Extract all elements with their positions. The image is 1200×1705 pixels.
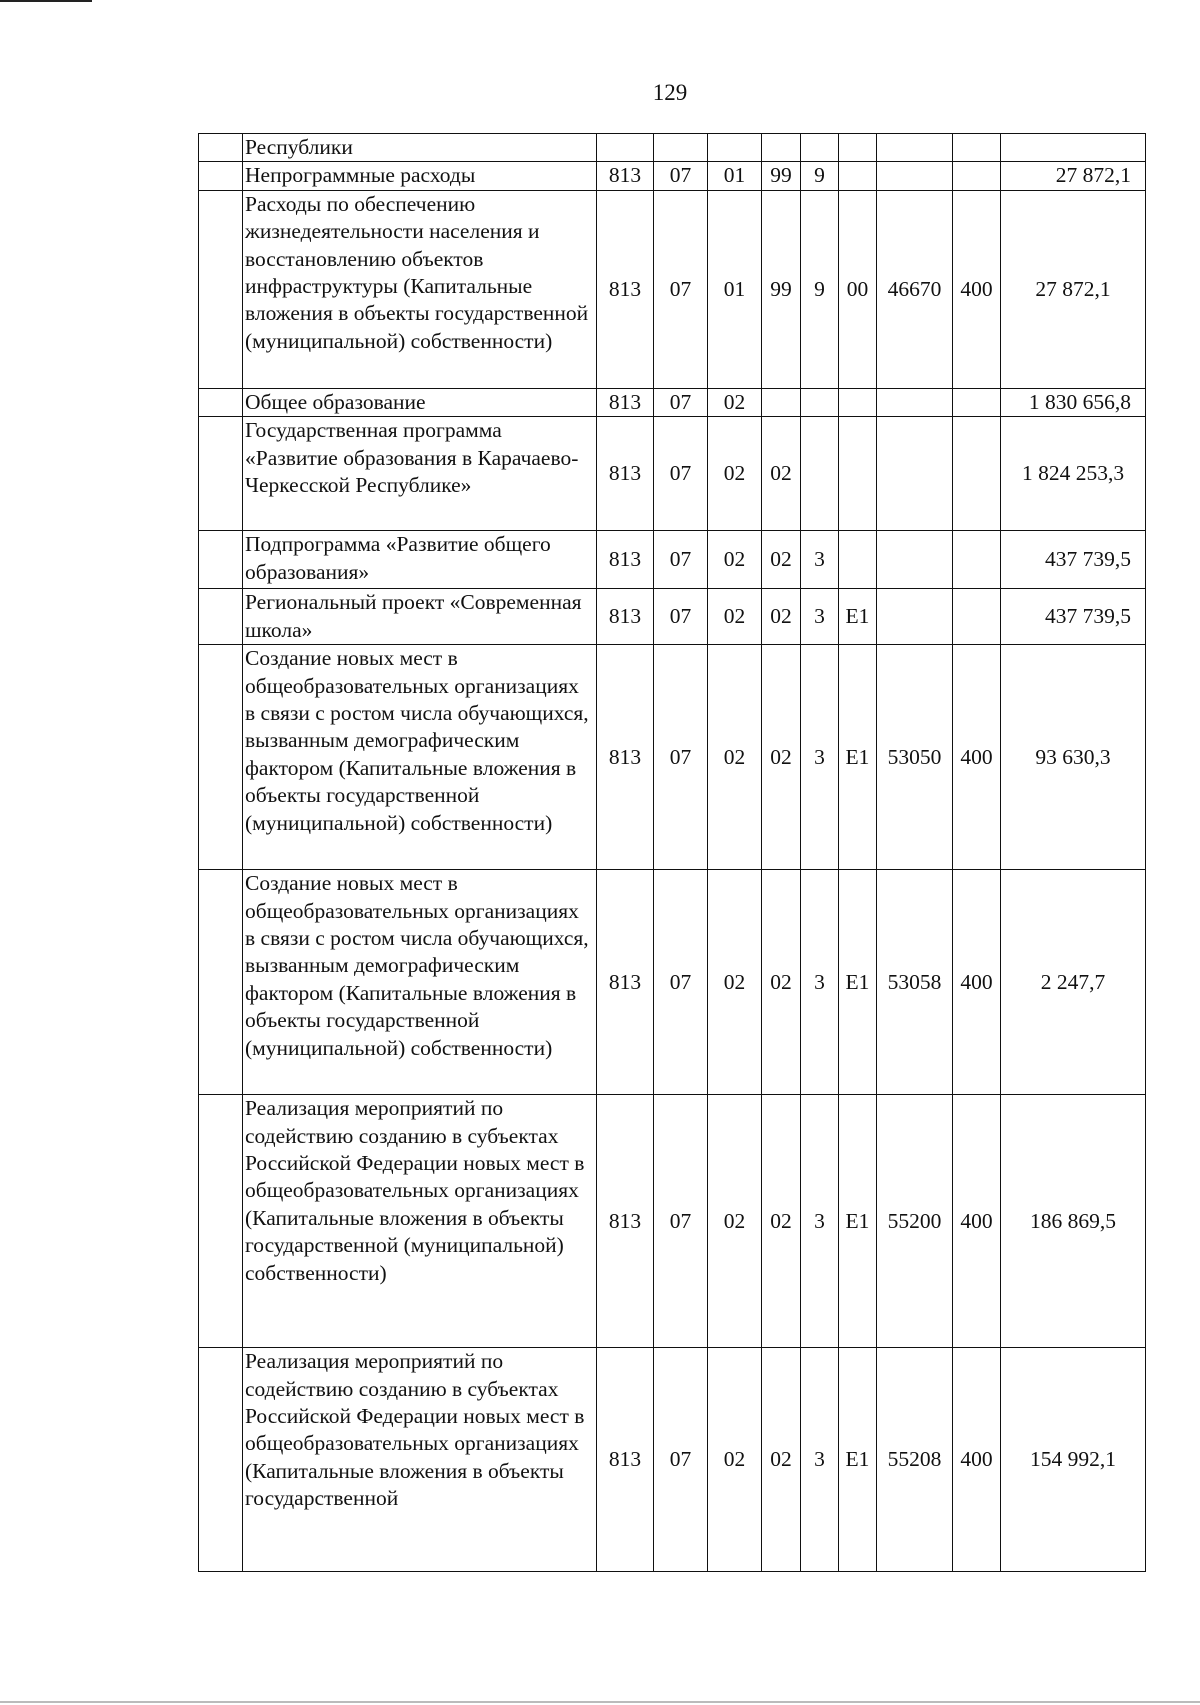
project-cell: E1 xyxy=(839,645,877,870)
program-cell: 02 xyxy=(762,531,801,589)
podrazdel-cell: 02 xyxy=(708,1095,762,1348)
program-cell: 02 xyxy=(762,417,801,531)
podrazdel-cell xyxy=(708,134,762,162)
expense-type-cell: 400 xyxy=(953,645,1001,870)
number-cell xyxy=(199,190,243,388)
project-cell: E1 xyxy=(839,1348,877,1572)
podrazdel-cell: 02 xyxy=(708,388,762,416)
razdel-cell: 07 xyxy=(654,645,708,870)
project-cell: 00 xyxy=(839,190,877,388)
amount-cell: 1 824 253,3 xyxy=(1001,417,1146,531)
number-cell xyxy=(199,417,243,531)
razdel-cell: 07 xyxy=(654,531,708,589)
table-row xyxy=(199,531,1146,589)
name-cell: Общее образование xyxy=(243,388,597,416)
number-cell xyxy=(199,589,243,645)
table-row xyxy=(199,388,1146,416)
subprogram-cell xyxy=(801,388,839,416)
expense-type-cell xyxy=(953,417,1001,531)
razdel-cell: 07 xyxy=(654,190,708,388)
name-cell: Создание новых мест в общеобразовательных организациях в связи с ростом числа обучающихся, вызванным демографическим фактором (Капитальные вложения в объекты государственной (муниципальной) собственности) xyxy=(243,870,597,1095)
glava-cell: 813 xyxy=(597,162,654,190)
subprogram-cell: 3 xyxy=(801,645,839,870)
number-cell xyxy=(199,531,243,589)
direction-cell: 53050 xyxy=(877,645,953,870)
razdel-cell: 07 xyxy=(654,870,708,1095)
subprogram-cell: 3 xyxy=(801,1348,839,1572)
subprogram-cell: 9 xyxy=(801,162,839,190)
podrazdel-cell: 02 xyxy=(708,870,762,1095)
amount-cell xyxy=(1001,134,1146,162)
amount-cell: 1 830 656,8 xyxy=(1001,388,1146,416)
glava-cell: 813 xyxy=(597,645,654,870)
scan-edge-mark xyxy=(0,0,92,2)
number-cell xyxy=(199,134,243,162)
expense-type-cell xyxy=(953,134,1001,162)
amount-cell: 437 739,5 xyxy=(1001,589,1146,645)
razdel-cell: 07 xyxy=(654,388,708,416)
expense-type-cell: 400 xyxy=(953,1348,1001,1572)
program-cell xyxy=(762,134,801,162)
podrazdel-cell: 02 xyxy=(708,645,762,870)
podrazdel-cell: 02 xyxy=(708,589,762,645)
name-cell: Реализация мероприятий по содействию созданию в субъектах Российской Федерации новых мест в общеобразовательных организациях (Капитальные вложения в объекты государственной (муниципальной) собственности) xyxy=(243,1095,597,1348)
amount-cell: 154 992,1 xyxy=(1001,1348,1146,1572)
expense-type-cell xyxy=(953,531,1001,589)
table-row xyxy=(199,1095,1146,1348)
program-cell: 02 xyxy=(762,870,801,1095)
number-cell xyxy=(199,870,243,1095)
razdel-cell: 07 xyxy=(654,162,708,190)
direction-cell: 53058 xyxy=(877,870,953,1095)
budget-table xyxy=(198,133,1146,1572)
podrazdel-cell: 02 xyxy=(708,531,762,589)
glava-cell: 813 xyxy=(597,531,654,589)
razdel-cell xyxy=(654,134,708,162)
program-cell: 02 xyxy=(762,1095,801,1348)
direction-cell xyxy=(877,589,953,645)
project-cell: E1 xyxy=(839,589,877,645)
scan-bottom-edge xyxy=(0,1701,1200,1703)
table-row xyxy=(199,645,1146,870)
name-cell: Реализация мероприятий по содействию созданию в субъектах Российской Федерации новых мест в общеобразовательных организациях (Капитальные вложения в объекты государственной xyxy=(243,1348,597,1572)
subprogram-cell xyxy=(801,417,839,531)
name-cell: Создание новых мест в общеобразовательных организациях в связи с ростом числа обучающихся, вызванным демографическим фактором (Капитальные вложения в объекты государственной (муниципальной) собственности) xyxy=(243,645,597,870)
number-cell xyxy=(199,645,243,870)
program-cell xyxy=(762,388,801,416)
amount-cell: 437 739,5 xyxy=(1001,531,1146,589)
direction-cell: 55208 xyxy=(877,1348,953,1572)
expense-type-cell: 400 xyxy=(953,870,1001,1095)
direction-cell xyxy=(877,134,953,162)
glava-cell: 813 xyxy=(597,870,654,1095)
number-cell xyxy=(199,1348,243,1572)
glava-cell xyxy=(597,134,654,162)
table-row xyxy=(199,1348,1146,1572)
expense-type-cell: 400 xyxy=(953,190,1001,388)
razdel-cell: 07 xyxy=(654,417,708,531)
podrazdel-cell: 02 xyxy=(708,1348,762,1572)
subprogram-cell: 3 xyxy=(801,531,839,589)
direction-cell xyxy=(877,417,953,531)
program-cell: 02 xyxy=(762,589,801,645)
glava-cell: 813 xyxy=(597,589,654,645)
podrazdel-cell: 02 xyxy=(708,417,762,531)
glava-cell: 813 xyxy=(597,417,654,531)
subprogram-cell: 3 xyxy=(801,870,839,1095)
table-row xyxy=(199,870,1146,1095)
direction-cell: 55200 xyxy=(877,1095,953,1348)
project-cell xyxy=(839,388,877,416)
amount-cell: 27 872,1 xyxy=(1001,190,1146,388)
subprogram-cell: 3 xyxy=(801,589,839,645)
name-cell: Расходы по обеспечению жизнедеятельности населения и восстановлению объектов инфраструктуры (Капитальные вложения в объекты государственной (муниципальной) собственности) xyxy=(243,190,597,388)
table-row xyxy=(199,162,1146,190)
name-cell: Подпрограмма «Развитие общего образования» xyxy=(243,531,597,589)
program-cell: 02 xyxy=(762,1348,801,1572)
expense-type-cell xyxy=(953,388,1001,416)
amount-cell: 186 869,5 xyxy=(1001,1095,1146,1348)
program-cell: 99 xyxy=(762,190,801,388)
direction-cell xyxy=(877,162,953,190)
razdel-cell: 07 xyxy=(654,1095,708,1348)
direction-cell xyxy=(877,388,953,416)
direction-cell xyxy=(877,531,953,589)
table-row xyxy=(199,190,1146,388)
name-cell: Государственная программа «Развитие образования в Карачаево-Черкесской Республике» xyxy=(243,417,597,531)
expense-type-cell xyxy=(953,589,1001,645)
project-cell: E1 xyxy=(839,870,877,1095)
podrazdel-cell: 01 xyxy=(708,190,762,388)
subprogram-cell: 9 xyxy=(801,190,839,388)
razdel-cell: 07 xyxy=(654,589,708,645)
subprogram-cell: 3 xyxy=(801,1095,839,1348)
table-row xyxy=(199,589,1146,645)
direction-cell: 46670 xyxy=(877,190,953,388)
number-cell xyxy=(199,388,243,416)
expense-type-cell xyxy=(953,162,1001,190)
table-row xyxy=(199,134,1146,162)
amount-cell: 93 630,3 xyxy=(1001,645,1146,870)
number-cell xyxy=(199,162,243,190)
glava-cell: 813 xyxy=(597,1095,654,1348)
name-cell: Непрограммные расходы xyxy=(243,162,597,190)
project-cell xyxy=(839,531,877,589)
project-cell xyxy=(839,134,877,162)
subprogram-cell xyxy=(801,134,839,162)
name-cell: Региональный проект «Современная школа» xyxy=(243,589,597,645)
razdel-cell: 07 xyxy=(654,1348,708,1572)
project-cell xyxy=(839,417,877,531)
glava-cell: 813 xyxy=(597,388,654,416)
amount-cell: 2 247,7 xyxy=(1001,870,1146,1095)
table-row xyxy=(199,417,1146,531)
project-cell: E1 xyxy=(839,1095,877,1348)
amount-cell: 27 872,1 xyxy=(1001,162,1146,190)
name-cell: Республики xyxy=(243,134,597,162)
project-cell xyxy=(839,162,877,190)
glava-cell: 813 xyxy=(597,1348,654,1572)
program-cell: 02 xyxy=(762,645,801,870)
expense-type-cell: 400 xyxy=(953,1095,1001,1348)
podrazdel-cell: 01 xyxy=(708,162,762,190)
program-cell: 99 xyxy=(762,162,801,190)
page-number: 129 xyxy=(652,80,688,105)
glava-cell: 813 xyxy=(597,190,654,388)
number-cell xyxy=(199,1095,243,1348)
